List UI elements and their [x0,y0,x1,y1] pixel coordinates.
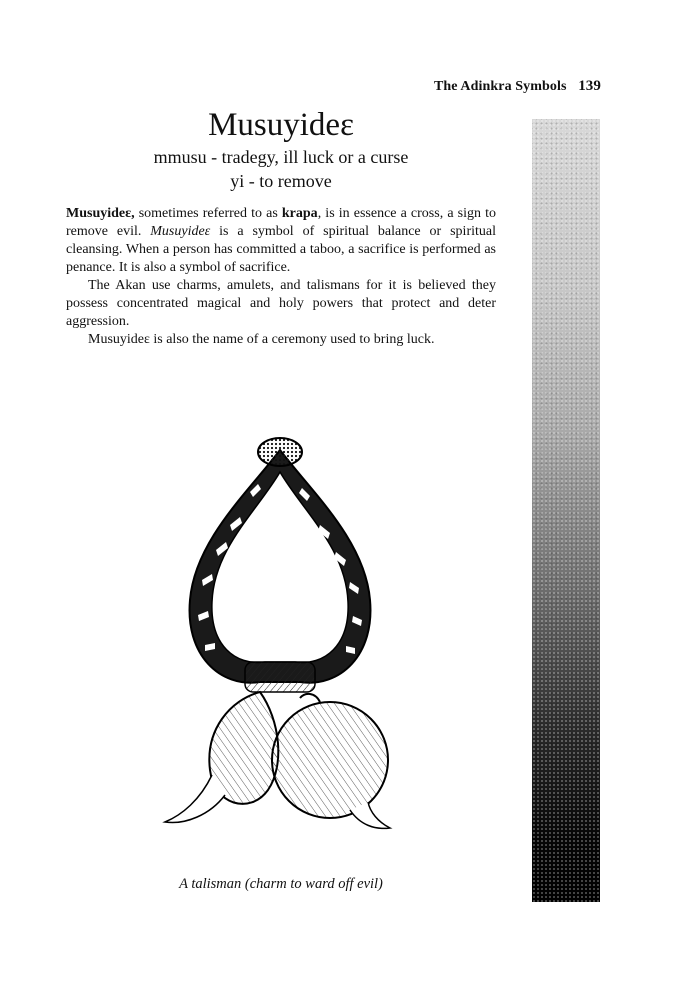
paragraph-1 [66,205,496,277]
running-head [434,78,601,95]
decorative-gradient-bar [532,119,600,902]
term-italic: Musuyideɛ [150,224,211,239]
symbol-title: Musuyideɛ [208,107,354,143]
term-krapa: krapa [281,206,318,221]
term: Musuyideɛ, [66,206,135,221]
meaning-line-2: yi - to remove [230,171,332,191]
paragraph-3: Musuyideɛ is also the name of a ceremony used to bring luck. [88,332,435,347]
meaning-line-1: mmusu - tradegy, ill luck or a curse [153,147,409,167]
body-text [66,205,496,349]
p1-text-a: sometimes referred to as [134,206,282,221]
p1-text-c: is a symbol of spiritual balance or spiritual cleansing. When a person has committed a taboo, a sacrifice is performed as penance. It is also a symbol of sacrifice. [66,224,496,275]
page-number: 139 [578,78,601,94]
book-title: The Adinkra Symbols [433,79,567,94]
p1-text-b: , is in essence a cross, a sign to remove evil. [66,206,496,239]
figure-caption: A talisman (charm to ward off evil) [179,876,383,892]
paragraph-2: The Akan use charms, amulets, and talismans for it is believed they possess concentrated magical and holy powers that protect and deter aggression. [66,278,496,329]
talisman-illustration [150,430,410,840]
